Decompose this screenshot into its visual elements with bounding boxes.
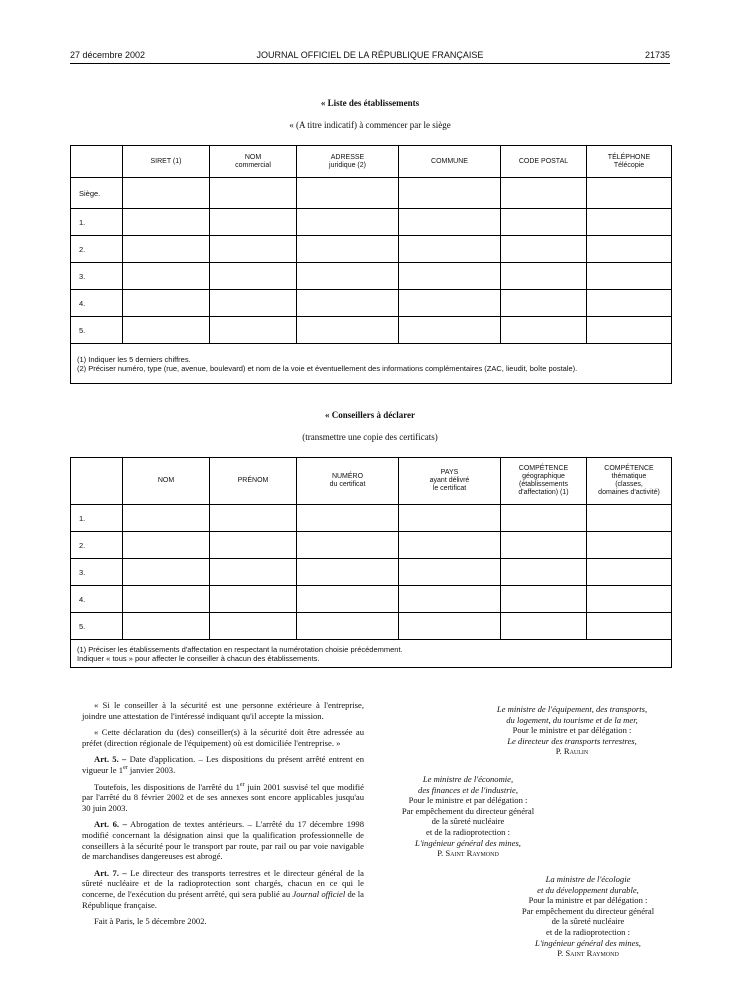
table-cell[interactable] [123, 209, 210, 236]
table-cell[interactable] [587, 236, 672, 263]
table-cell[interactable] [501, 236, 587, 263]
table-cell[interactable] [123, 178, 210, 209]
paragraph: « Cette déclaration du (des) conseiller(s) à la sécurité doit être adressée au préfet (direction régionale de l'équipement) où est domiciliée l'entreprise. » [82, 727, 364, 748]
table-row [71, 263, 672, 290]
table-notes [71, 640, 672, 668]
row-label: 5. [71, 613, 123, 640]
table-cell[interactable] [587, 263, 672, 290]
advisors-table [70, 457, 672, 668]
table-cell[interactable] [501, 559, 587, 586]
signatory-name: P. Saint Raymond [557, 948, 619, 959]
table-cell[interactable] [399, 586, 501, 613]
header-cell [71, 146, 123, 178]
article-label: Art. 7. – [94, 867, 127, 878]
row-label: 4. [71, 290, 123, 317]
col-header-prenom: PRÉNOM [210, 458, 297, 505]
table-cell[interactable] [297, 178, 399, 209]
table-cell[interactable] [297, 236, 399, 263]
section2-title: « Conseillers à déclarer [324, 410, 416, 420]
table-cell[interactable] [501, 263, 587, 290]
table-cell[interactable] [123, 613, 210, 640]
table-cell[interactable] [399, 209, 501, 236]
signature-economy-ministry: Le ministre de l'économie, des finances et de l'industrie, Pour le ministre et par délégation : Par empêchement du directeur général de la sûreté nucléaire et de la radioprotection : L'ingénieur général des mines, P. Saint Raymond [368, 774, 568, 859]
col-header-code-postal: CODE POSTAL [501, 146, 587, 178]
table-notes [71, 344, 672, 384]
col-header-nom: NOM [123, 458, 210, 505]
table-cell[interactable] [297, 505, 399, 532]
table-cell[interactable] [210, 559, 297, 586]
col-header-pays: PAYS ayant délivré le certificat [399, 458, 501, 505]
article-5: Art. 5. – Date d'application. – Les dispositions du présent arrêté entrent en vigueur le 1er janvier 2003. [82, 754, 364, 775]
table-row [71, 290, 672, 317]
header-date: 27 décembre 2002 [70, 50, 146, 60]
row-label: 1. [71, 209, 123, 236]
table-cell[interactable] [297, 613, 399, 640]
table-cell[interactable] [210, 209, 297, 236]
table-cell[interactable] [587, 317, 672, 344]
table-notes-row [71, 640, 672, 668]
table-row [71, 505, 672, 532]
table-cell[interactable] [399, 317, 501, 344]
table-cell[interactable] [587, 559, 672, 586]
row-label: 3. [71, 263, 123, 290]
table-cell[interactable] [123, 263, 210, 290]
table-cell[interactable] [297, 263, 399, 290]
section1-title: « Liste des établissements [320, 98, 420, 108]
article-7: Art. 7. – Le directeur des transports terrestres et le directeur général de la sûreté nucléaire et de la radioprotection sont chargés, chacun en ce qui le concerne, de l'exécution du présent arrêté, qui sera publié au Journal officiel de la République française. [82, 867, 364, 910]
body-left-column [82, 700, 364, 933]
table-cell[interactable] [587, 290, 672, 317]
article-6: Art. 6. – Abrogation de textes antérieurs. – L'arrêté du 17 décembre 1998 modifié concernant la désignation ainsi que la qualification professionnelle de conseillers à la sécurité pour le transport par route, par rail ou par voie navigable de marchandises dangereuses est abrogé. [82, 819, 364, 862]
article-label: Art. 6. – [94, 819, 127, 830]
table-cell[interactable] [399, 236, 501, 263]
table-cell[interactable] [587, 209, 672, 236]
table-cell[interactable] [210, 263, 297, 290]
table-cell[interactable] [587, 586, 672, 613]
table-header-row [71, 458, 672, 505]
section1-subtitle: « (A titre indicatif) à commencer par le siège [289, 120, 451, 130]
col-header-nom: NOM commercial [210, 146, 297, 178]
table-cell[interactable] [501, 290, 587, 317]
header-rule [70, 63, 670, 64]
table-cell[interactable] [587, 178, 672, 209]
row-label: 1. [71, 505, 123, 532]
footnote: (1) Préciser les établissements d'affectation en respectant la numérotation choisie précédemment. [77, 644, 403, 654]
table-cell[interactable] [123, 586, 210, 613]
table-cell[interactable] [399, 532, 501, 559]
table-cell[interactable] [297, 290, 399, 317]
table-row [71, 559, 672, 586]
row-label: Siège. [71, 178, 123, 209]
table-cell[interactable] [210, 532, 297, 559]
signing-place-date: Fait à Paris, le 5 décembre 2002. [94, 916, 207, 927]
table-cell[interactable] [297, 586, 399, 613]
section2-subtitle: (transmettre une copie des certificats) [302, 432, 438, 442]
table-cell[interactable] [123, 290, 210, 317]
table-cell[interactable] [210, 613, 297, 640]
paragraph: « Si le conseiller à la sécurité est une personne extérieure à l'entreprise, joindre une attestation de l'intéressé indiquant qu'il accepte la mission. [82, 700, 364, 721]
table-cell[interactable] [399, 559, 501, 586]
table-cell[interactable] [210, 586, 297, 613]
table-cell[interactable] [399, 178, 501, 209]
table-cell[interactable] [501, 532, 587, 559]
signature-ecology-ministry: La ministre de l'écologie et du développement durable, Pour la ministre et par délégation : Par empêchement du directeur général de la sûreté nucléaire et de la radioprotection : L'ingénieur général des mines, P. Saint Raymond [488, 874, 688, 959]
table-cell[interactable] [587, 613, 672, 640]
table-cell[interactable] [210, 178, 297, 209]
footnote: (2) Préciser numéro, type (rue, avenue, boulevard) et nom de la voie et éventuellement des informations complémentaires (ZAC, lieudit, boîte postale). [77, 363, 578, 373]
table-row [71, 532, 672, 559]
table-cell[interactable] [210, 236, 297, 263]
table-cell[interactable] [399, 505, 501, 532]
col-header-telephone: TÉLÉPHONE Télécopie [587, 146, 672, 178]
table-cell[interactable] [501, 586, 587, 613]
row-label: 5. [71, 317, 123, 344]
table-cell[interactable] [587, 532, 672, 559]
table-cell[interactable] [297, 317, 399, 344]
table-row [71, 236, 672, 263]
row-label: 4. [71, 586, 123, 613]
table-cell[interactable] [587, 505, 672, 532]
table-cell[interactable] [210, 317, 297, 344]
header-journal-title: JOURNAL OFFICIEL DE LA RÉPUBLIQUE FRANÇAISE [256, 50, 484, 60]
col-header-numero: NUMÉRO du certificat [297, 458, 399, 505]
signature-equipment-ministry: Le ministre de l'équipement, des transports, du logement, du tourisme et de la mer, Pour le ministre et par délégation : Le directeur des transports terrestres, P. Raulin [452, 704, 692, 757]
row-label: 2. [71, 236, 123, 263]
table-cell[interactable] [123, 532, 210, 559]
col-header-competence-geo: COMPÉTENCE géographique (établissements d'affectation) (1) [501, 458, 587, 505]
table-cell[interactable] [501, 178, 587, 209]
table-cell[interactable] [399, 263, 501, 290]
table-cell[interactable] [399, 290, 501, 317]
signatory-name: P. Raulin [555, 746, 589, 757]
table-cell[interactable] [297, 532, 399, 559]
signatory-name: P. Saint Raymond [437, 848, 499, 859]
header-page-number: 21735 [644, 50, 670, 60]
col-header-adresse: ADRESSE juridique (2) [297, 146, 399, 178]
col-header-competence-them: COMPÉTENCE thématique (classes, domaines d'activité) [587, 458, 672, 505]
table-cell[interactable] [123, 317, 210, 344]
table-cell[interactable] [123, 505, 210, 532]
col-header-commune: COMMUNE [399, 146, 501, 178]
paragraph: Toutefois, les dispositions de l'arrêté du 1er juin 2001 susvisé tel que modifié par l'arrêté du 8 février 2002 et de ses annexes sont encore applicables jusqu'au 30 juin 2003. [82, 781, 364, 813]
table-cell[interactable] [501, 613, 587, 640]
row-label: 2. [71, 532, 123, 559]
table-cell[interactable] [399, 613, 501, 640]
table-cell[interactable] [501, 209, 587, 236]
col-header-siret: SIRET (1) [123, 146, 210, 178]
table-row [71, 317, 672, 344]
table-cell[interactable] [501, 317, 587, 344]
table-cell[interactable] [297, 209, 399, 236]
table-cell[interactable] [210, 505, 297, 532]
footnote: (1) Indiquer les 5 derniers chiffres. [77, 354, 191, 364]
article-label: Art. 5. – [94, 754, 127, 765]
table-cell[interactable] [297, 559, 399, 586]
table-notes-row [71, 344, 672, 384]
table-cell[interactable] [123, 559, 210, 586]
table-row [71, 613, 672, 640]
table-row [71, 586, 672, 613]
row-label: 3. [71, 559, 123, 586]
establishments-table [70, 145, 672, 384]
table-cell[interactable] [501, 505, 587, 532]
header-cell [71, 458, 123, 505]
table-header-row [71, 146, 672, 178]
table-row [71, 209, 672, 236]
table-row [71, 178, 672, 209]
footnote: Indiquer « tous » pour affecter le conseiller à chacun des établissements. [77, 653, 320, 663]
table-cell[interactable] [210, 290, 297, 317]
table-cell[interactable] [123, 236, 210, 263]
